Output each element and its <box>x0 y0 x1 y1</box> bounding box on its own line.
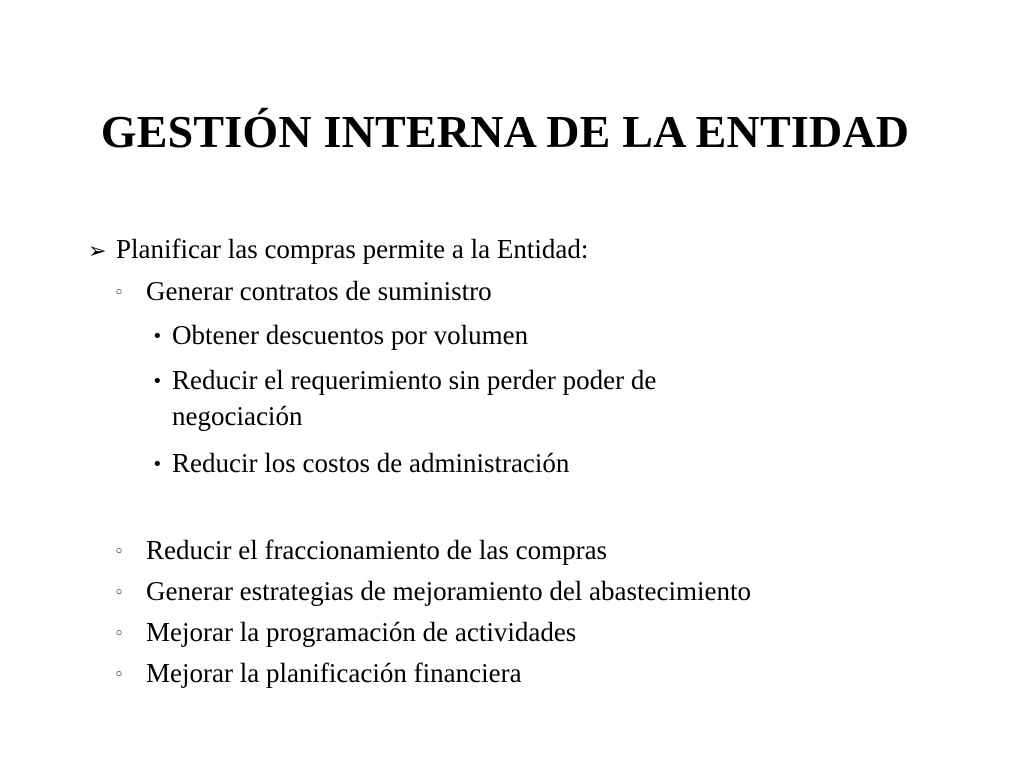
list-item: Mejorar la planificación financiera <box>146 658 522 688</box>
intro-text: Planificar las compras permite a la Entidad: <box>116 234 589 264</box>
list-item: Reducir el fraccionamiento de las compras <box>146 535 608 565</box>
sub-list-item-continuation: negociación <box>172 401 303 431</box>
arrow-right-icon: ➢ <box>88 239 107 264</box>
hollow-bullet-icon: ◦ <box>114 283 125 303</box>
list-item: Mejorar la programación de actividades <box>146 617 577 647</box>
hollow-bullet-icon: ◦ <box>114 583 125 603</box>
bullet-icon: • <box>152 454 163 475</box>
list-item: Generar estrategias de mejoramiento del abastecimiento <box>146 576 751 606</box>
sub-list-item: Reducir el requerimiento sin perder poder de <box>172 365 657 395</box>
hollow-bullet-icon: ◦ <box>114 665 125 685</box>
bullet-icon: • <box>152 326 163 347</box>
hollow-bullet-icon: ◦ <box>114 624 125 644</box>
list-item-contracts: Generar contratos de suministro <box>146 276 492 306</box>
hollow-bullet-icon: ◦ <box>114 542 125 562</box>
slide-title: GESTIÓN INTERNA DE LA ENTIDAD <box>100 106 910 157</box>
sub-list-item: Obtener descuentos por volumen <box>172 320 529 350</box>
bullet-icon: • <box>152 371 163 392</box>
sub-list-item: Reducir los costos de administración <box>172 448 570 478</box>
